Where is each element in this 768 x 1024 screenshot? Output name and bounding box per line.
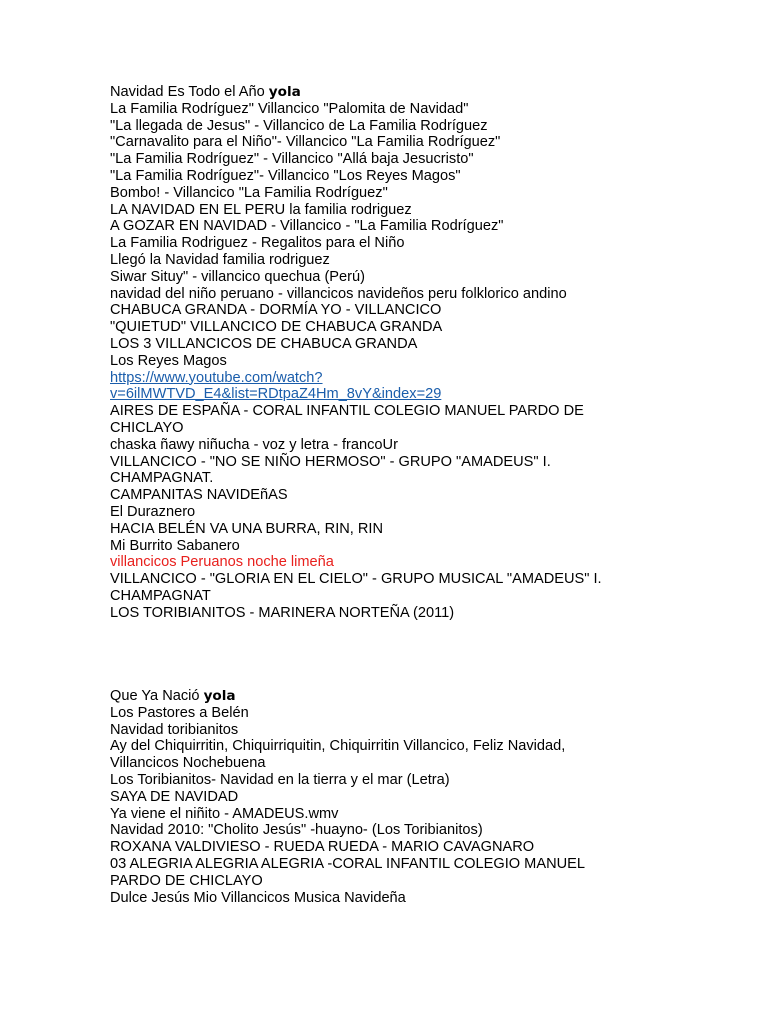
list-item: "La llegada de Jesus" - Villancico de La Familia Rodríguez	[110, 117, 488, 134]
list-item: 03 ALEGRIA ALEGRIA ALEGRIA -CORAL INFANTIL COLEGIO MANUEL	[110, 855, 586, 872]
song-list-section-1	[110, 84, 730, 622]
list-item: Ya viene el niñito - AMADEUS.wmv	[110, 805, 339, 822]
song-lines	[110, 101, 730, 370]
list-item: VILLANCICO - "GLORIA EN EL CIELO" - GRUPO MUSICAL "AMADEUS" I.	[110, 571, 602, 588]
list-item: LOS TORIBIANITOS - MARINERA NORTEÑA (2011)	[110, 604, 455, 621]
list-item: Navidad toribianitos	[110, 721, 239, 738]
list-item: "Carnavalito para el Niño"- Villancico "La Familia Rodríguez"	[110, 134, 501, 151]
list-item: Navidad 2010: "Cholito Jesús" -huayno- (Los Toribianitos)	[110, 822, 483, 839]
list-item: Los Pastores a Belén	[110, 704, 249, 721]
heading-text: Que Ya Nació	[110, 688, 204, 704]
list-item: VILLANCICO - "NO SE NIÑO HERMOSO" - GRUPO "AMADEUS" I.	[110, 453, 551, 470]
list-item: navidad del niño peruano - villancicos navideños peru folklorico andino	[110, 285, 567, 302]
youtube-link-line-1[interactable]: https://www.youtube.com/watch?	[110, 369, 323, 386]
list-item: chaska ñawy niñucha - voz y letra - francoUr	[110, 436, 398, 453]
list-item: La Familia Rodriguez - Regalitos para el Niño	[110, 235, 405, 252]
youtube-link-line-2[interactable]: v=6ilMWTVD_E4&list=RDtpaZ4Hm_8vY&index=29	[110, 386, 442, 403]
red-highlight-line: villancicos Peruanos noche limeña	[110, 554, 334, 571]
list-item: LA NAVIDAD EN EL PERU la familia rodriguez	[110, 201, 412, 218]
list-item: AIRES DE ESPAÑA - CORAL INFANTIL COLEGIO MANUEL PARDO DE	[110, 403, 584, 420]
list-item: CAMPANITAS NAVIDEñAS	[110, 487, 288, 504]
list-item: "La Familia Rodríguez"- Villancico "Los Reyes Magos"	[110, 167, 461, 184]
song-lines	[110, 705, 730, 907]
heading-bold: yola	[268, 84, 301, 100]
list-item: Villancicos Nochebuena	[110, 755, 266, 772]
list-item: HACIA BELÉN VA UNA BURRA, RIN, RIN	[110, 520, 384, 537]
section-heading	[110, 688, 730, 705]
list-item: SAYA DE NAVIDAD	[110, 788, 239, 805]
list-item: El Duraznero	[110, 503, 196, 520]
list-item: CHABUCA GRANDA - DORMÍA YO - VILLANCICO	[110, 302, 442, 319]
list-item: Los Toribianitos- Navidad en la tierra y el mar (Letra)	[110, 771, 450, 788]
heading-text: Navidad Es Todo el Año	[110, 84, 269, 100]
song-lines-after-link	[110, 403, 730, 554]
list-item: Mi Burrito Sabanero	[110, 537, 240, 554]
list-item: Los Reyes Magos	[110, 352, 227, 369]
list-item: Ay del Chiquirritin, Chiquirriquitin, Chiquirritin Villancico, Feliz Navidad,	[110, 738, 566, 755]
list-item: PARDO DE CHICLAYO	[110, 872, 263, 889]
list-item: CHAMPAGNAT	[110, 587, 211, 604]
list-item: Bombo! - Villancico "La Familia Rodríguez"	[110, 184, 388, 201]
list-item: A GOZAR EN NAVIDAD - Villancico - "La Familia Rodríguez"	[110, 218, 504, 235]
section-heading	[110, 84, 730, 101]
list-item: Llegó la Navidad familia rodriguez	[110, 251, 330, 268]
list-item: "La Familia Rodríguez" - Villancico "Allá baja Jesucristo"	[110, 151, 474, 168]
list-item: CHAMPAGNAT.	[110, 470, 214, 487]
list-item: LOS 3 VILLANCICOS DE CHABUCA GRANDA	[110, 335, 418, 352]
list-item: Dulce Jesús Mio Villancicos Musica Navideña	[110, 889, 406, 906]
heading-bold: yola	[203, 688, 236, 704]
list-item: ROXANA VALDIVIESO - RUEDA RUEDA - MARIO CAVAGNARO	[110, 839, 535, 856]
list-item: Siwar Situy" - villancico quechua (Perú)	[110, 268, 365, 285]
list-item: CHICLAYO	[110, 419, 184, 436]
list-item: La Familia Rodríguez" Villancico "Palomita de Navidad"	[110, 100, 469, 117]
list-item: "QUIETUD" VILLANCICO DE CHABUCA GRANDA	[110, 319, 443, 336]
song-list-section-2	[110, 688, 730, 906]
song-lines-final	[110, 571, 730, 621]
